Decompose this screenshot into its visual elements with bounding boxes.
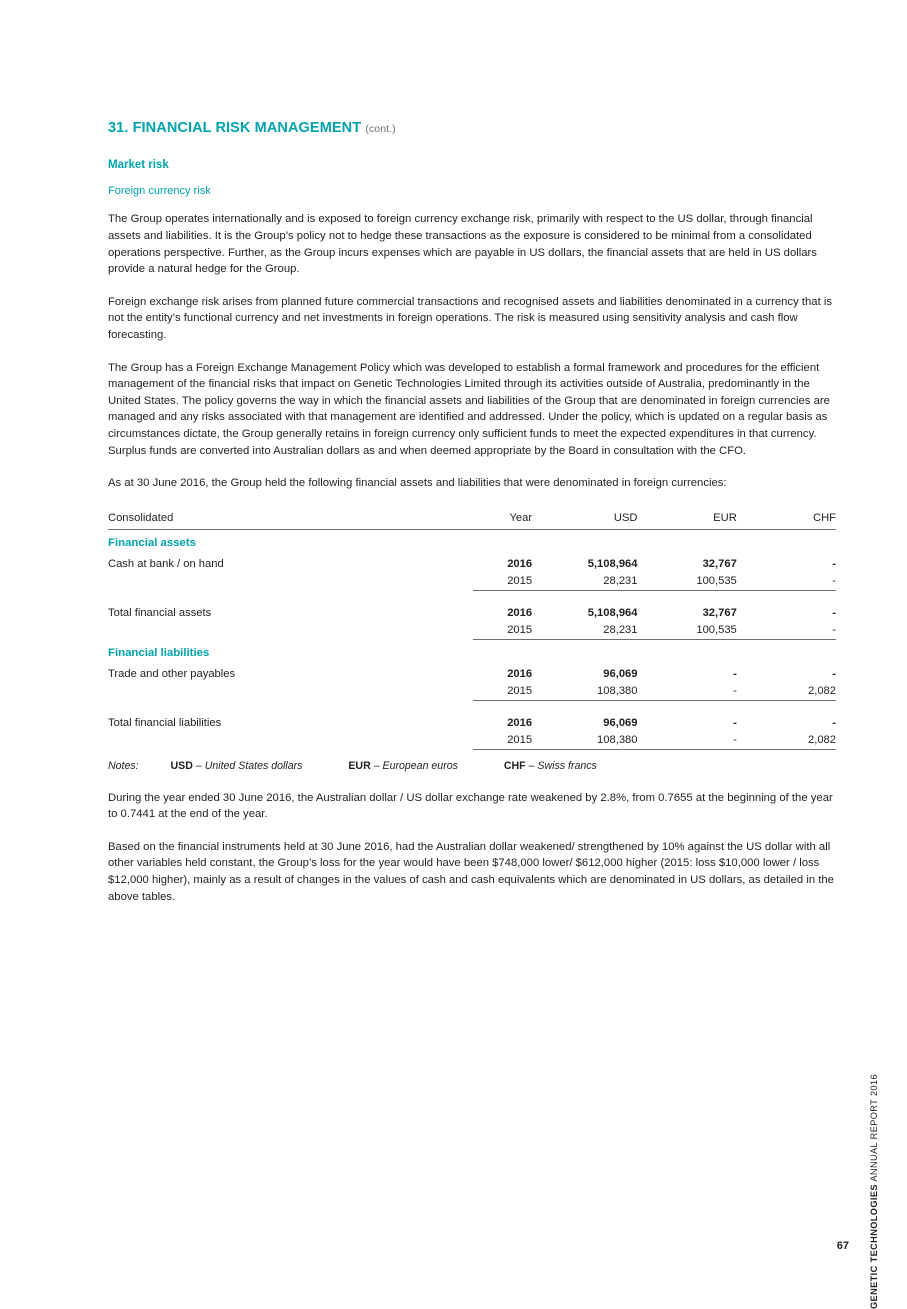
note-code-chf: CHF <box>503 759 526 772</box>
row-chf-current: - <box>832 716 836 729</box>
row-year-current: 2016 <box>507 716 533 729</box>
row-chf-current: - <box>832 667 836 680</box>
note-text-usd: – United States dollars <box>195 759 303 772</box>
row-eur-prior: - <box>638 681 737 701</box>
table-row <box>108 620 836 640</box>
row-chf-prior: 2,082 <box>737 681 836 701</box>
paragraph-2: Foreign exchange risk arises from planned future commercial transactions and recognised assets and liabilities denominated in a currency that is not the entity’s functional currency and net investments in foreign operations. The risk is measured using sensitivity analysis and cash flow forecasting. <box>108 295 832 341</box>
row-year-prior: 2015 <box>473 730 539 750</box>
row-year-current: 2016 <box>507 667 533 680</box>
row-label: Trade and other payables <box>108 667 236 680</box>
note-code-eur: EUR <box>348 759 371 772</box>
table-row <box>108 553 836 571</box>
paragraph-1: The Group operates internationally and is exposed to foreign currency exchange risk, primarily with respect to the US dollar, through financial assets and liabilities. It is the Group’s policy not to hedge these transactions as the exposure is considered to be minimal from a consolidated operations perspective. Further, as the Group incurs expenses which are payable in US dollars, the financial assets that are held in US dollars provide a natural hedge for the Group. <box>108 213 817 276</box>
row-label: Cash at bank / on hand <box>108 557 224 570</box>
row-label-empty <box>108 620 473 640</box>
table-header-year: Year <box>473 512 539 530</box>
row-usd-current: 5,108,964 <box>587 606 638 619</box>
row-year-current: 2016 <box>507 606 533 619</box>
table-notes <box>108 760 836 772</box>
row-eur-prior: - <box>638 730 737 750</box>
row-usd-current: 96,069 <box>603 716 638 729</box>
row-chf-prior: - <box>737 620 836 640</box>
row-usd-prior: 28,231 <box>538 571 637 591</box>
row-label-empty <box>108 681 473 701</box>
row-usd-current: 5,108,964 <box>587 557 638 570</box>
note-text-eur: – European euros <box>373 759 458 772</box>
row-year-prior: 2015 <box>473 681 539 701</box>
table-section-financial-assets <box>108 529 836 553</box>
row-usd-current: 96,069 <box>603 667 638 680</box>
table-row <box>108 712 836 730</box>
page-content <box>108 120 836 905</box>
row-usd-prior: 108,380 <box>538 681 637 701</box>
table-gap <box>108 700 836 712</box>
row-label-empty <box>108 730 473 750</box>
table-header-usd: USD <box>538 512 637 530</box>
page-title-text: 31. FINANCIAL RISK MANAGEMENT <box>108 120 362 136</box>
note-text-chf: – Swiss francs <box>528 759 597 772</box>
row-usd-prior: 108,380 <box>538 730 637 750</box>
section-heading-foreign-currency-risk: Foreign currency risk <box>108 185 211 198</box>
row-label: Total financial assets <box>108 606 212 619</box>
row-eur-current: 32,767 <box>702 557 737 570</box>
paragraph-3: The Group has a Foreign Exchange Management Policy which was developed to establish a formal framework and procedures for the efficient management of the financial risks that impact on Genetic Technologies Limited through its activities outside of Australia, predominantly in the United States. The policy governs the way in which the financial assets and liabilities of the Group that are denominated in foreign currencies are managed and any risks associated with that management are identified and addressed. Under the policy, which is updated on a regular basis as circumstances dictate, the Group generally retains in foreign currency only sufficient funds to meet the expected expenditures in that currency. Surplus funds are converted into Australian dollars as and when deemed appropriate by the Board in consultation with the CFO. <box>108 361 830 457</box>
row-chf-prior: 2,082 <box>737 730 836 750</box>
section-heading-market-risk: Market risk <box>108 159 169 172</box>
page-title <box>108 120 836 137</box>
table-row <box>108 663 836 681</box>
row-year-prior: 2015 <box>473 571 539 591</box>
page-number: 67 <box>836 1240 849 1252</box>
table-row <box>108 730 836 750</box>
financial-table <box>108 512 836 750</box>
row-eur-current: - <box>733 716 737 729</box>
table-header-eur: EUR <box>638 512 737 530</box>
footer-company-name: GENETIC TECHNOLOGIES <box>869 1184 879 1309</box>
paragraph-5: During the year ended 30 June 2016, the Australian dollar / US dollar exchange rate weakened by 2.8%, from 0.7655 at the beginning of the year to 0.7441 at the end of the year. <box>108 791 833 821</box>
footer-report-name: ANNUAL REPORT 2016 <box>869 1074 879 1182</box>
table-header-chf: CHF <box>737 512 836 530</box>
row-year-prior: 2015 <box>473 620 539 640</box>
row-eur-prior: 100,535 <box>638 571 737 591</box>
row-chf-current: - <box>832 606 836 619</box>
footer-side-text <box>869 1074 879 1309</box>
table-row <box>108 681 836 701</box>
page-title-cont: (cont.) <box>365 123 396 135</box>
row-chf-prior: - <box>737 571 836 591</box>
table-row <box>108 602 836 620</box>
row-eur-prior: 100,535 <box>638 620 737 640</box>
table-section-title: Financial assets <box>108 536 197 549</box>
row-label: Total financial liabilities <box>108 716 222 729</box>
row-label-empty <box>108 571 473 591</box>
note-code-usd: USD <box>170 759 193 772</box>
table-section-title: Financial liabilities <box>108 646 210 659</box>
paragraph-4: As at 30 June 2016, the Group held the following financial assets and liabilities that were denominated in foreign currencies: <box>108 477 727 490</box>
row-usd-prior: 28,231 <box>538 620 637 640</box>
table-gap <box>108 590 836 602</box>
paragraph-6: Based on the financial instruments held at 30 June 2016, had the Australian dollar weakened/ strengthened by 10% against the US dollar with all other variables held constant, the Group’s loss for the year would have been $748,000 lower/ $612,000 higher (2015: loss $10,000 lower / loss $12,000 higher), mainly as a result of changes in the values of cash and cash equivalents which are denominated in US dollars, as detailed in the above tables. <box>108 840 834 903</box>
table-row <box>108 571 836 591</box>
row-eur-current: - <box>733 667 737 680</box>
row-year-current: 2016 <box>507 557 533 570</box>
row-eur-current: 32,767 <box>702 606 737 619</box>
notes-label: Notes: <box>108 759 139 772</box>
table-header-row <box>108 512 836 530</box>
table-header-consolidated: Consolidated <box>108 512 473 530</box>
row-chf-current: - <box>832 557 836 570</box>
table-section-financial-liabilities <box>108 639 836 663</box>
